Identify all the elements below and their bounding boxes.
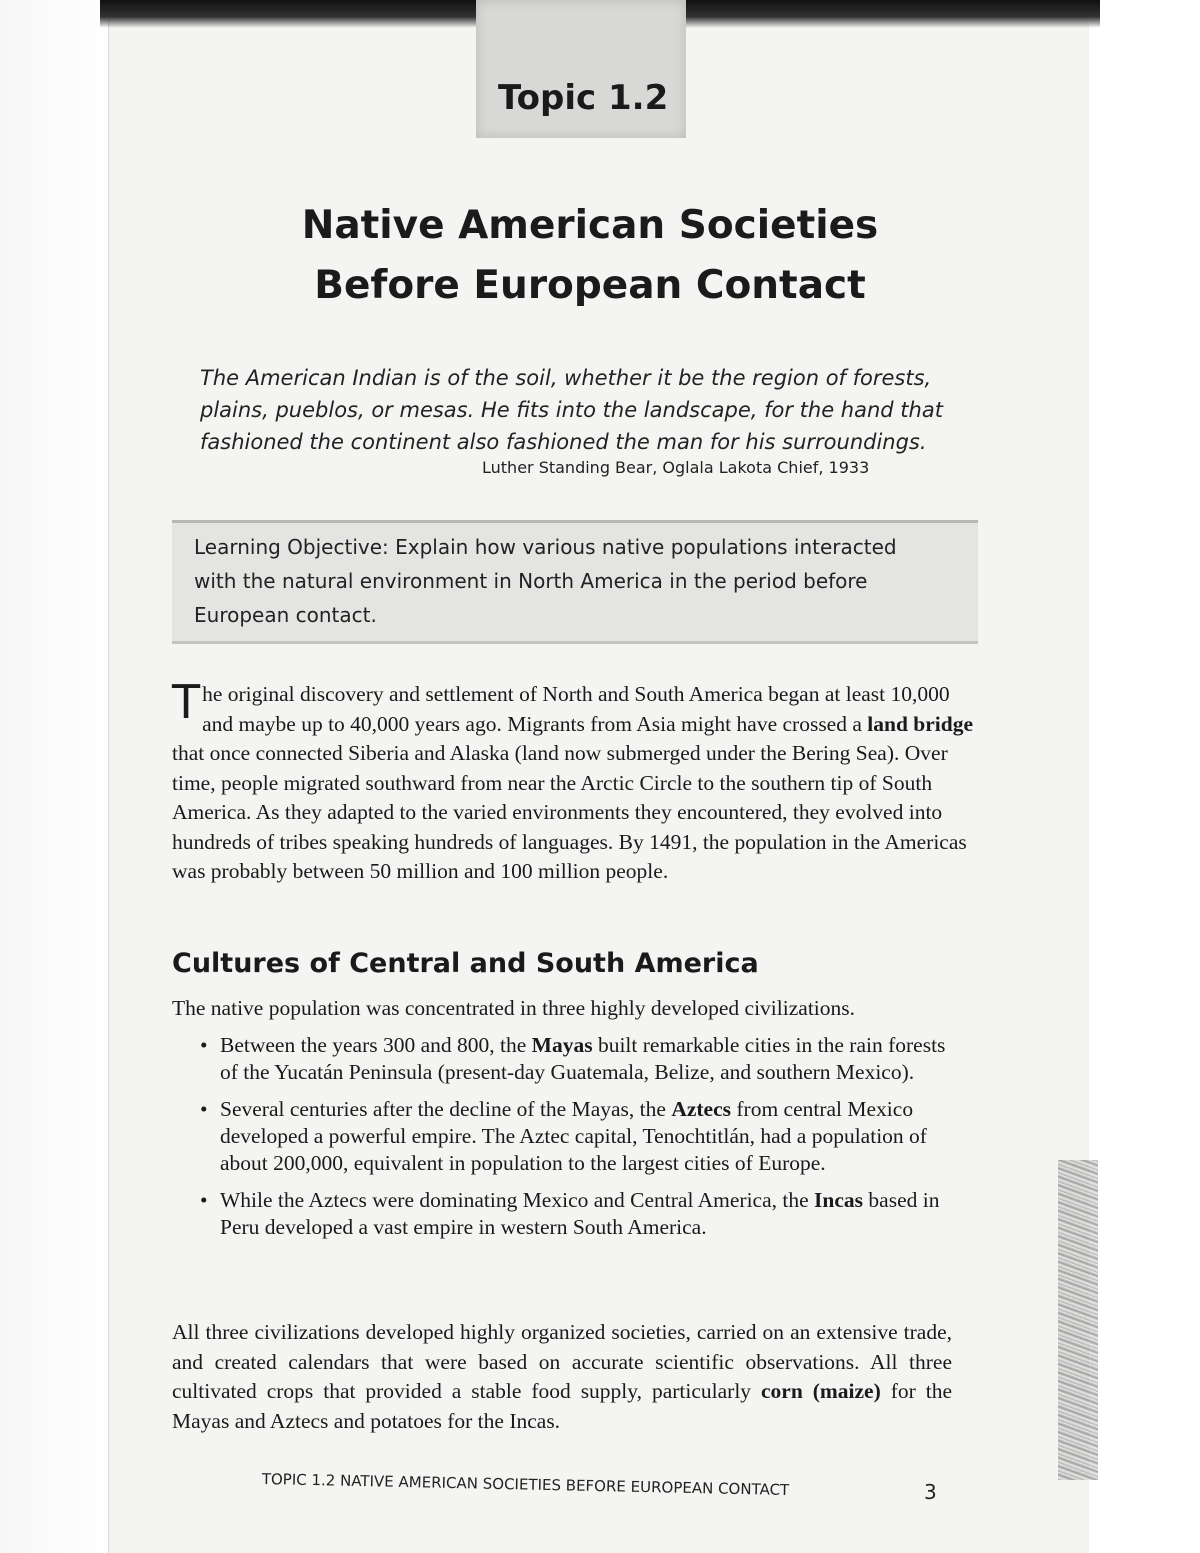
chapter-title-line1: Native American Societies <box>301 203 879 248</box>
term-aztecs: Aztecs <box>671 1097 731 1121</box>
civilizations-list <box>196 1032 966 1251</box>
term-land-bridge: land bridge <box>867 711 974 736</box>
bullet-text: built remarkable cities in the rain forests of the Yucatán Peninsula (present-day Guatemala, Belize, and southern Mexico). <box>220 1033 946 1084</box>
epigraph-quote <box>200 362 970 458</box>
bullet-text: While the Aztecs were dominating Mexico and Central America, the <box>220 1188 815 1212</box>
running-footer: TOPIC 1.2 NATIVE AMERICAN SOCIETIES BEFORE EUROPEAN CONTACT <box>261 1470 790 1500</box>
list-item <box>196 1032 966 1086</box>
quote-line: plains, pueblos, or mesas. He fits into the landscape, for the hand that <box>200 398 943 422</box>
term-mayas: Mayas <box>531 1033 593 1057</box>
intro-text: that once connected Siberia and Alaska (land now submerged under the Bering Sea). Over time, people migrated southward from near the Arctic Circle to the southern tip of South America. As they adapted to the varied environments they encountered, they evolved into hundreds of tribes speaking hundreds of languages. By 1491, the population in the Americas was probably between 50 million and 100 million people. <box>172 741 967 883</box>
bullet-icon: • <box>200 1188 208 1212</box>
drop-cap: T <box>172 675 201 729</box>
topic-label: Topic 1.2 <box>498 78 669 118</box>
scan-edge-noise <box>1058 1160 1098 1480</box>
learning-objective <box>194 530 964 632</box>
bullet-text: Several centuries after the decline of the Mayas, the <box>220 1097 672 1121</box>
page-number: 3 <box>924 1480 937 1504</box>
quote-line: The American Indian is of the soil, whether it be the region of forests, <box>200 366 932 390</box>
list-item <box>196 1187 966 1241</box>
term-corn: corn (maize) <box>760 1379 881 1403</box>
objective-label: Learning Objective: <box>194 535 389 559</box>
intro-paragraph <box>172 675 978 887</box>
section-intro: The native population was concentrated in three highly developed civilizations. <box>172 996 856 1020</box>
closing-paragraph <box>172 1318 952 1436</box>
term-incas: Incas <box>814 1188 864 1212</box>
closing-text: All three civilizations developed highly organized societies, carried on an extensive trade, and created calendars that were based on accurate scientific observations. All three cultivated crops that provided a stable food supply, particularly <box>172 1320 952 1403</box>
objective-text: European contact. <box>194 603 377 627</box>
section-heading: Cultures of Central and South America <box>172 948 759 979</box>
objective-text: with the natural environment in North America in the period before <box>194 569 868 593</box>
chapter-title <box>230 196 950 316</box>
bullet-icon: • <box>200 1097 208 1121</box>
objective-text: Explain how various native populations interacted <box>388 535 897 559</box>
scan-margin <box>0 0 112 1553</box>
closing-text: for the Mayas and Aztecs and potatoes for the Incas. <box>172 1379 952 1433</box>
intro-text: he original discovery and settlement of North and South America began at least 10,000 and maybe up to 40,000 years ago. Migrants from Asia might have crossed a <box>202 682 950 736</box>
list-item <box>196 1096 966 1177</box>
bullet-text: based in Peru developed a vast empire in western South America. <box>220 1188 940 1239</box>
bullet-text: Between the years 300 and 800, the <box>220 1033 532 1057</box>
quote-attribution: Luther Standing Bear, Oglala Lakota Chief, 1933 <box>482 458 870 477</box>
chapter-title-line2: Before European Contact <box>314 263 866 308</box>
bullet-text: from central Mexico developed a powerful empire. The Aztec capital, Tenochtitlán, had a population of about 200,000, equivalent in population to the largest cities of Europe. <box>220 1097 927 1175</box>
bullet-icon: • <box>200 1033 208 1057</box>
quote-line: fashioned the continent also fashioned the man for his surroundings. <box>200 430 927 454</box>
